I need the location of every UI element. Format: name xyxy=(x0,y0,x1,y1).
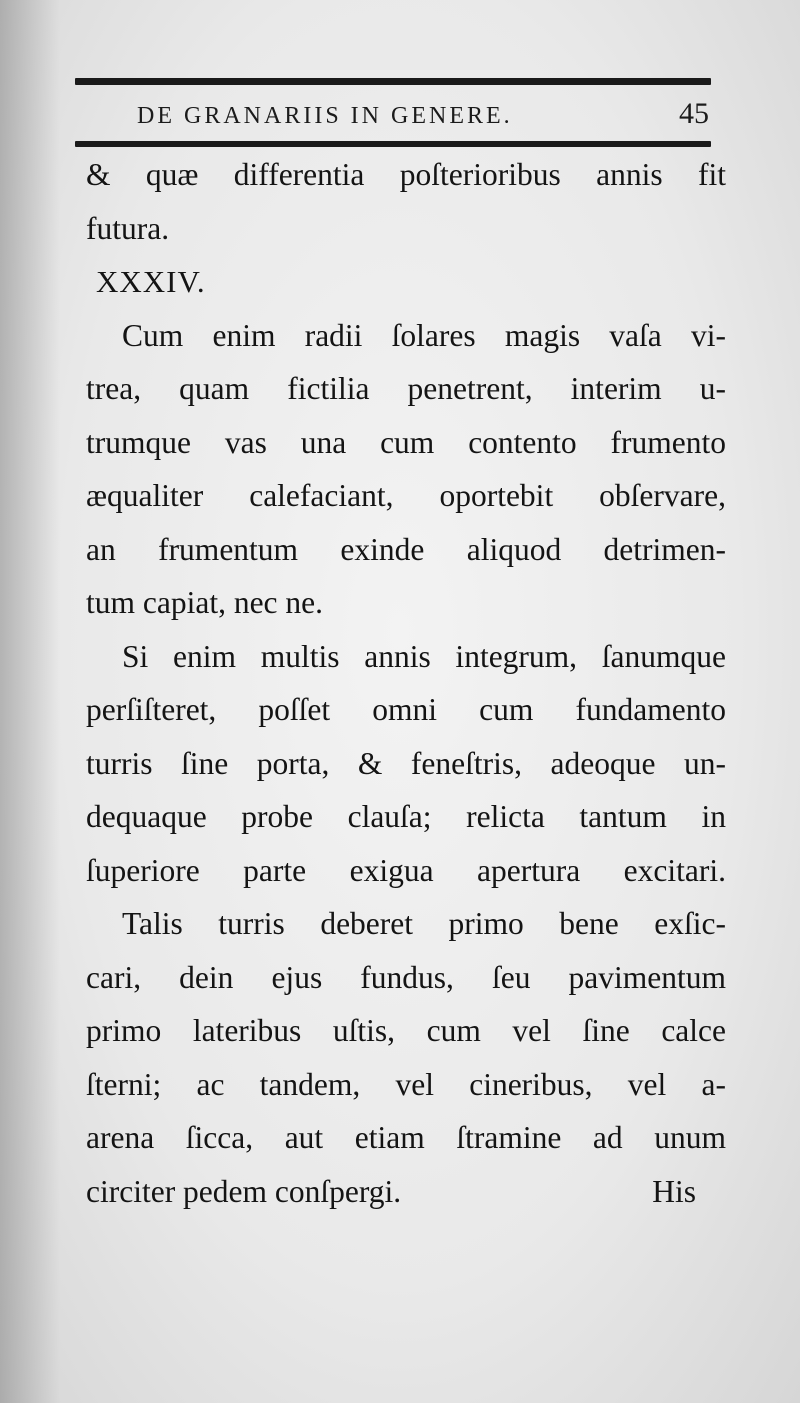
body-text xyxy=(86,148,726,1218)
paragraph xyxy=(86,630,726,898)
page-header xyxy=(75,78,711,147)
text-line: circiter pedem conſpergi. xyxy=(86,1173,402,1209)
last-line xyxy=(86,1165,726,1219)
paragraph xyxy=(86,897,726,1218)
catchword: His xyxy=(652,1173,696,1209)
header-rule-top xyxy=(75,78,711,85)
paragraph-continued xyxy=(86,148,726,255)
text-line: tum capiat, nec ne. xyxy=(86,585,324,620)
header-rule-bottom xyxy=(75,141,711,147)
text-line: trumque vas una cum contento frumento xyxy=(86,424,726,460)
text-line: æqualiter calefaciant, oportebit obſervare, xyxy=(86,478,726,513)
text-line: perſiſteret, poſſet omni cum fundamento xyxy=(86,692,726,727)
text-line: Cum enim radii ſolares magis vaſa vi- xyxy=(122,317,726,353)
text-line: ſterni; ac tandem, vel cineribus, vel a- xyxy=(86,1066,726,1102)
text-line: & quæ differentia poſterioribus annis fit xyxy=(86,157,726,192)
text-line: trea, quam fictilia penetrent, interim u- xyxy=(86,371,726,406)
page-number: 45 xyxy=(679,97,709,130)
header-line xyxy=(75,85,711,141)
section-heading: XXXIV. xyxy=(96,264,206,299)
text-line: an frumentum exinde aliquod detrimen- xyxy=(86,531,726,567)
running-head: DE GRANARIIS IN GENERE. xyxy=(137,103,513,129)
text-line: arena ſicca, aut etiam ſtramine ad unum xyxy=(86,1120,726,1155)
text-line: ſuperiore parte exigua apertura excitari. xyxy=(86,852,726,888)
text-line: dequaque probe clauſa; relicta tantum in xyxy=(86,799,726,834)
text-line: cari, dein ejus fundus, ſeu pavimentum xyxy=(86,959,726,995)
gutter-shadow xyxy=(0,0,60,1403)
text-line: primo lateribus uſtis, cum vel ſine calce xyxy=(86,1013,726,1048)
text-line: Si enim multis annis integrum, ſanumque xyxy=(122,638,726,674)
text-line: futura. xyxy=(86,210,170,246)
paragraph xyxy=(86,309,726,630)
text-line: turris ſine porta, & feneſtris, adeoque un- xyxy=(86,745,726,781)
text-line: Talis turris deberet primo bene exſic- xyxy=(122,906,726,941)
